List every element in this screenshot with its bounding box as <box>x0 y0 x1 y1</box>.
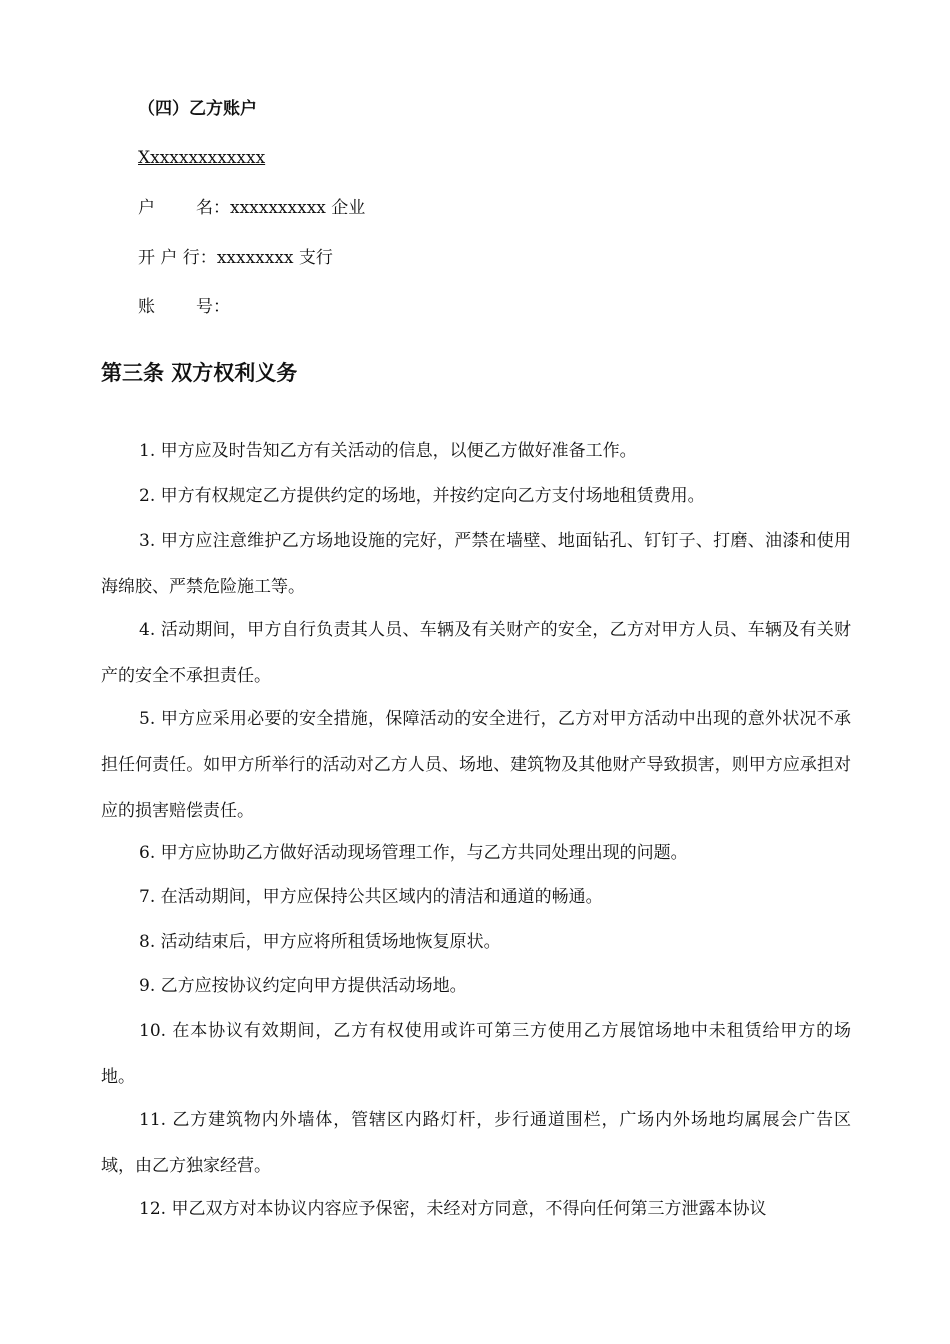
clause-3: 3. 甲方应注意维护乙方场地设施的完好，严禁在墙壁、地面钻孔、钉钉子、打磨、油漆和使用海绵胶、严禁危险施工等。 <box>101 531 851 597</box>
account-name-row <box>138 196 365 220</box>
clause-12: 12. 甲乙双方对本协议内容应予保密，未经对方同意，不得向任何第三方泄露本协议 <box>139 1199 767 1219</box>
account-name-value: xxxxxxxxxx 企业 <box>230 198 366 218</box>
account-bank-label: 开 户 行： <box>138 248 217 268</box>
clause-6: 6. 甲方应协助乙方做好活动现场管理工作，与乙方共同处理出现的问题。 <box>139 843 688 863</box>
account-name-label-b: 名： <box>196 198 230 218</box>
clause-7: 7. 在活动期间，甲方应保持公共区域内的清洁和通道的畅通。 <box>139 887 603 907</box>
account-number-label-a: 账 <box>138 297 155 317</box>
clause-1: 1. 甲方应及时告知乙方有关活动的信息，以便乙方做好准备工作。 <box>139 441 637 461</box>
clause-4: 4. 活动期间，甲方自行负责其人员、车辆及有关财产的安全，乙方对甲方人员、车辆及有关财产的安全不承担责任。 <box>101 620 851 686</box>
clause-9: 9. 乙方应按协议约定向甲方提供活动场地。 <box>139 976 467 996</box>
account-name-label-a: 户 <box>138 198 155 218</box>
section-title: 第三条 双方权利义务 <box>101 361 298 385</box>
account-number-row <box>138 295 230 319</box>
clause-5: 5. 甲方应采用必要的安全措施，保障活动的安全进行，乙方对甲方活动中出现的意外状况不承担任何责任。如甲方所举行的活动对乙方人员、场地、建筑物及其他财产导致损害，则甲方应承担对应的损害赔偿责任。 <box>101 709 851 821</box>
account-number-label-b: 号： <box>196 297 230 317</box>
clause-10: 10. 在本协议有效期间，乙方有权使用或许可第三方使用乙方展馆场地中未租赁给甲方的场地。 <box>101 1021 851 1087</box>
clause-8: 8. 活动结束后，甲方应将所租赁场地恢复原状。 <box>139 932 501 952</box>
account-bank-row <box>138 246 333 270</box>
account-placeholder-name: Xxxxxxxxxxxxx <box>138 148 266 168</box>
account-heading: （四）乙方账户 <box>138 99 257 119</box>
account-bank-value: xxxxxxxx 支行 <box>216 248 333 268</box>
clause-11: 11. 乙方建筑物内外墙体，管辖区内路灯杆，步行通道围栏，广场内外场地均属展会广告区域，由乙方独家经营。 <box>101 1110 851 1176</box>
clause-2: 2. 甲方有权规定乙方提供约定的场地，并按约定向乙方支付场地租赁费用。 <box>139 486 705 506</box>
